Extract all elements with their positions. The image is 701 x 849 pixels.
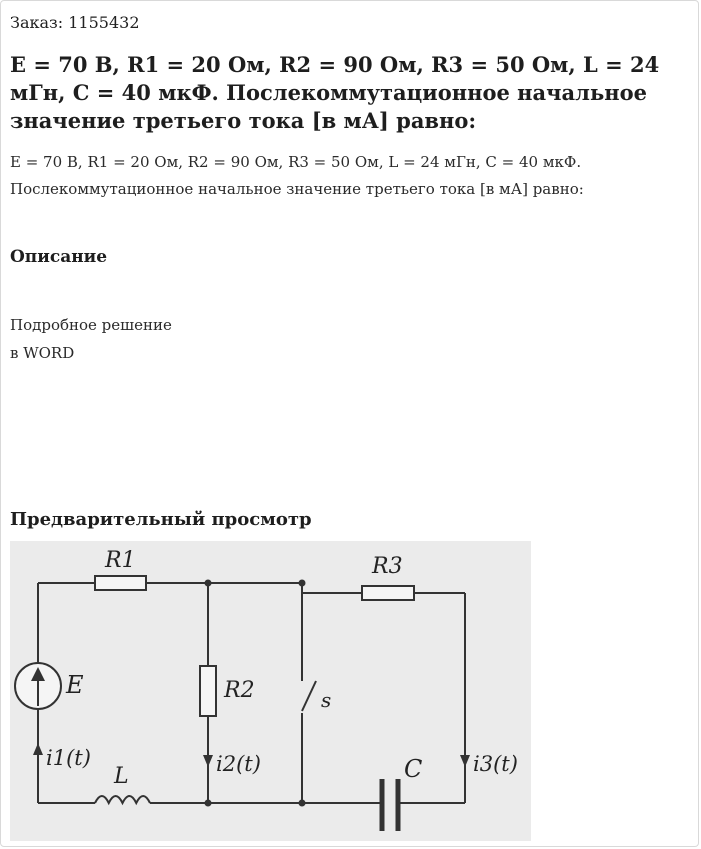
description-line-1: Подробное решение	[10, 316, 172, 334]
label-r3: R3	[372, 554, 403, 579]
inductor-symbol	[95, 796, 150, 803]
label-i1: i1(t)	[46, 746, 91, 770]
label-switch: s	[321, 688, 332, 712]
i2-arrow-icon	[203, 755, 213, 767]
order-number: Заказ: 1155432	[10, 13, 140, 32]
preview-heading: Предварительный просмотр	[10, 509, 312, 530]
i1-arrow-icon	[33, 743, 43, 755]
task-title: E = 70 В, R1 = 20 Ом, R2 = 90 Ом, R3 = 50 Ом, L = 24 мГн, C = 40 мкФ. Послекоммутационное начальное значение третьего тока [в мА] равно:	[10, 52, 660, 133]
label-i3: i3(t)	[473, 752, 518, 776]
capacitor-symbol	[382, 779, 398, 831]
label-e: E	[66, 671, 84, 699]
label-r1: R1	[105, 548, 136, 573]
resistor-r3-symbol	[362, 586, 414, 600]
label-l: L	[114, 764, 129, 789]
label-i2: i2(t)	[216, 752, 261, 776]
emf-source-symbol	[15, 663, 61, 709]
description-text	[10, 311, 172, 367]
switch-symbol	[302, 681, 316, 711]
description-heading: Описание	[10, 247, 108, 267]
task-description: E = 70 В, R1 = 20 Ом, R2 = 90 Ом, R3 = 50 Ом, L = 24 мГн, C = 40 мкФ. Послекоммутационное начальное значение третьего тока [в мА] равно:	[10, 153, 584, 198]
circuit-diagram	[10, 541, 531, 841]
description-line-2: в WORD	[10, 344, 75, 362]
resistor-r2-symbol	[200, 666, 216, 716]
resistor-r1-symbol	[95, 576, 146, 590]
i3-arrow-icon	[460, 755, 470, 767]
label-c: C	[404, 755, 423, 783]
label-r2: R2	[224, 678, 255, 703]
circuit-preview-image	[10, 541, 531, 841]
